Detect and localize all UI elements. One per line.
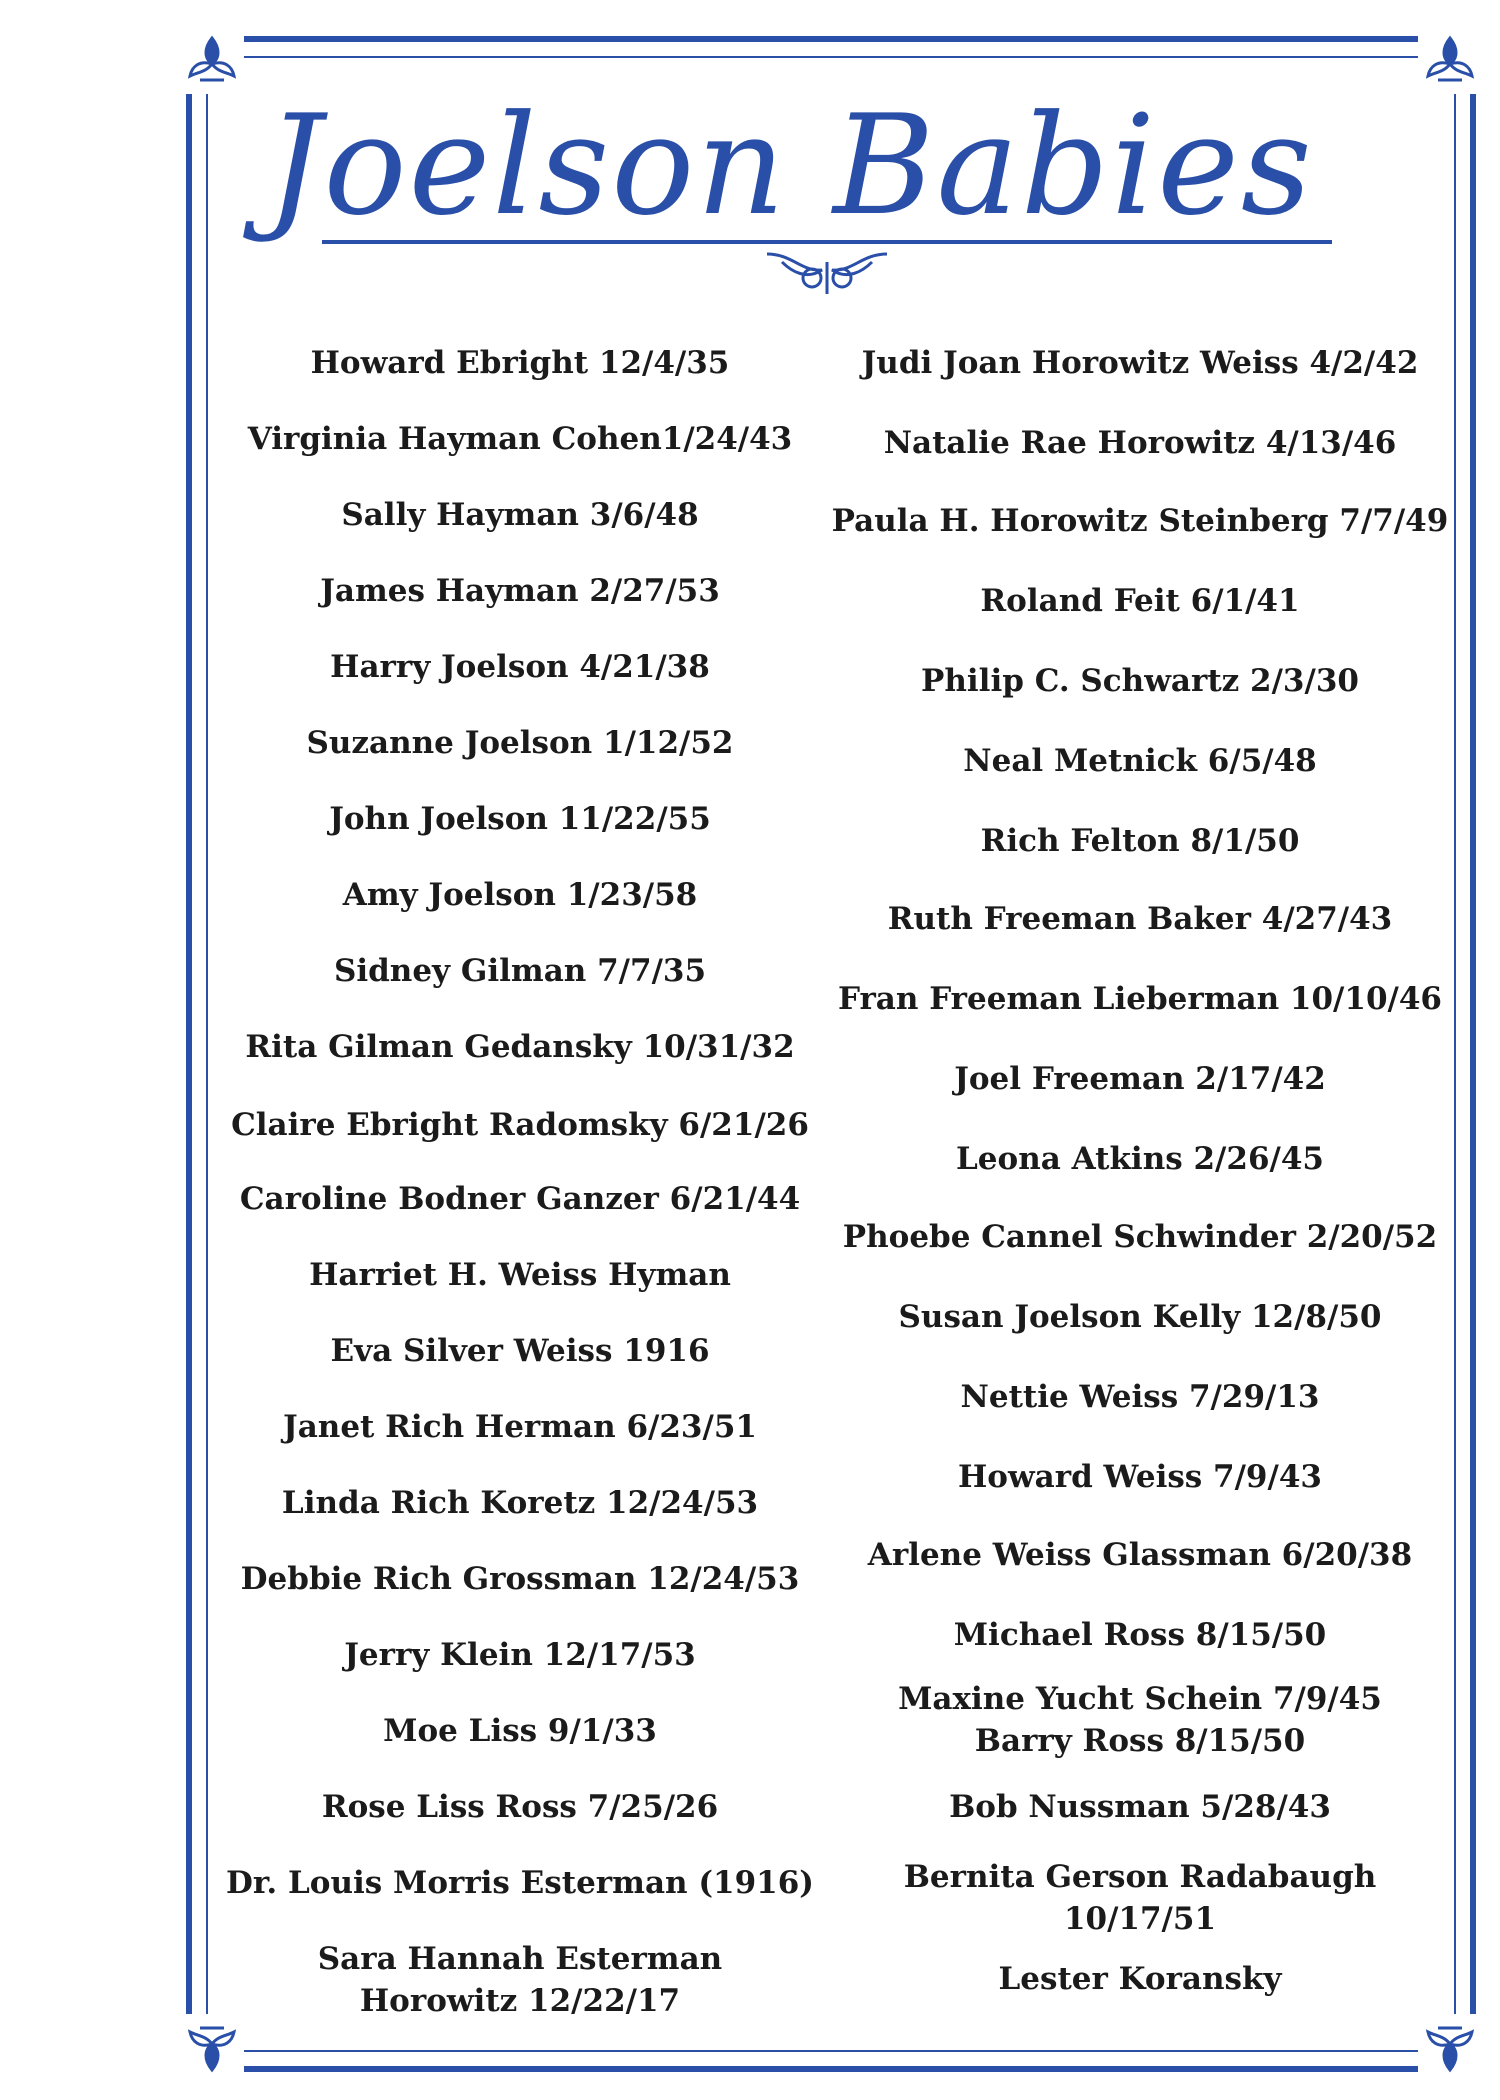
entry-line: Arlene Weiss Glassman 6/20/38 bbox=[867, 1537, 1413, 1573]
entry-line: Susan Joelson Kelly 12/8/50 bbox=[898, 1299, 1382, 1335]
entry-line: Lester Koransky bbox=[998, 1961, 1282, 1997]
list-item bbox=[200, 418, 840, 460]
entry-line: Barry Ross 8/15/50 bbox=[974, 1723, 1306, 1759]
entry-line: Nettie Weiss 7/29/13 bbox=[960, 1379, 1320, 1415]
list-item bbox=[200, 722, 840, 764]
list-item bbox=[830, 422, 1450, 464]
fleur-de-lis-corner-icon bbox=[1418, 30, 1482, 94]
entry-line: James Hayman 2/27/53 bbox=[320, 573, 720, 609]
list-item bbox=[200, 1938, 840, 2022]
entry-line: Horowitz 12/22/17 bbox=[359, 1983, 681, 2019]
list-item bbox=[200, 1482, 840, 1524]
entry-line: Debbie Rich Grossman 12/24/53 bbox=[240, 1561, 800, 1597]
list-item bbox=[200, 1634, 840, 1676]
entry-line: Joel Freeman 2/17/42 bbox=[954, 1061, 1326, 1097]
list-item bbox=[830, 1534, 1450, 1576]
entry-line: Philip C. Schwartz 2/3/30 bbox=[921, 663, 1359, 699]
list-item bbox=[830, 342, 1450, 384]
entry-line: Rich Felton 8/1/50 bbox=[980, 823, 1300, 859]
entry-line: Howard Weiss 7/9/43 bbox=[958, 1459, 1322, 1495]
entry-line: Ruth Freeman Baker 4/27/43 bbox=[887, 901, 1393, 937]
list-item bbox=[200, 1786, 840, 1828]
entry-line: Rose Liss Ross 7/25/26 bbox=[321, 1789, 719, 1825]
list-item bbox=[830, 1614, 1450, 1656]
list-item bbox=[200, 1104, 840, 1146]
entry-line: Roland Feit 6/1/41 bbox=[980, 583, 1300, 619]
entry-line: John Joelson 11/22/55 bbox=[329, 801, 711, 837]
entry-line: Rita Gilman Gedansky 10/31/32 bbox=[245, 1029, 795, 1065]
entry-line: Janet Rich Herman 6/23/51 bbox=[283, 1409, 757, 1445]
entry-line: Jerry Klein 12/17/53 bbox=[344, 1637, 696, 1673]
list-item bbox=[200, 1862, 840, 1904]
list-item bbox=[830, 1296, 1450, 1338]
list-item bbox=[200, 570, 840, 612]
entry-line: Sidney Gilman 7/7/35 bbox=[333, 953, 707, 989]
list-item bbox=[200, 342, 840, 384]
entry-line: Bernita Gerson Radabaugh bbox=[903, 1859, 1377, 1895]
list-item bbox=[830, 898, 1450, 940]
entry-line: Maxine Yucht Schein 7/9/45 bbox=[898, 1681, 1382, 1717]
entry-line: Phoebe Cannel Schwinder 2/20/52 bbox=[842, 1219, 1438, 1255]
entry-line: Paula H. Horowitz Steinberg 7/7/49 bbox=[831, 503, 1449, 539]
entry-line: Natalie Rae Horowitz 4/13/46 bbox=[883, 425, 1397, 461]
list-item bbox=[830, 580, 1450, 622]
list-item bbox=[200, 646, 840, 688]
entry-line: Suzanne Joelson 1/12/52 bbox=[306, 725, 734, 761]
entry-line: Claire Ebright Radomsky 6/21/26 bbox=[231, 1107, 809, 1143]
list-item bbox=[830, 1058, 1450, 1100]
list-item bbox=[200, 950, 840, 992]
entry-line: 10/17/51 bbox=[1063, 1901, 1217, 1937]
list-item bbox=[830, 1786, 1450, 1828]
fleur-de-lis-corner-icon bbox=[180, 2014, 244, 2078]
list-item bbox=[830, 1678, 1450, 1762]
entry-line: Judi Joan Horowitz Weiss 4/2/42 bbox=[861, 345, 1419, 381]
entry-line: Harry Joelson 4/21/38 bbox=[330, 649, 710, 685]
scroll-flourish-divider-icon bbox=[322, 232, 1332, 302]
entry-line: Bob Nussman 5/28/43 bbox=[949, 1789, 1331, 1825]
list-item bbox=[830, 1856, 1450, 1940]
list-item bbox=[830, 660, 1450, 702]
list-item bbox=[200, 1330, 840, 1372]
list-item bbox=[200, 1710, 840, 1752]
list-item bbox=[200, 1254, 840, 1296]
list-item bbox=[200, 494, 840, 536]
entry-line: Moe Liss 9/1/33 bbox=[383, 1713, 657, 1749]
list-item bbox=[830, 1376, 1450, 1418]
list-item bbox=[200, 1178, 840, 1220]
list-item bbox=[830, 1216, 1450, 1258]
entry-line: Neal Metnick 6/5/48 bbox=[963, 743, 1317, 779]
entry-line: Leona Atkins 2/26/45 bbox=[956, 1141, 1324, 1177]
entry-line: Sara Hannah Esterman bbox=[317, 1941, 723, 1977]
entry-line: Virginia Hayman Cohen1/24/43 bbox=[247, 421, 793, 457]
entry-line: Eva Silver Weiss 1916 bbox=[330, 1333, 710, 1369]
list-item bbox=[830, 500, 1450, 542]
list-item bbox=[200, 1026, 840, 1068]
list-item bbox=[830, 1456, 1450, 1498]
entry-line: Howard Ebright 12/4/35 bbox=[310, 345, 730, 381]
fleur-de-lis-corner-icon bbox=[1418, 2014, 1482, 2078]
entry-line: Amy Joelson 1/23/58 bbox=[342, 877, 698, 913]
entry-line: Dr. Louis Morris Esterman (1916) bbox=[226, 1865, 814, 1901]
list-item bbox=[200, 1406, 840, 1448]
list-item bbox=[830, 820, 1450, 862]
entry-line: Harriet H. Weiss Hyman bbox=[309, 1257, 731, 1293]
list-item bbox=[830, 978, 1450, 1020]
list-item bbox=[200, 874, 840, 916]
list-item bbox=[830, 740, 1450, 782]
list-item bbox=[830, 1958, 1450, 2000]
entry-line: Linda Rich Koretz 12/24/53 bbox=[281, 1485, 759, 1521]
entry-line: Michael Ross 8/15/50 bbox=[953, 1617, 1327, 1653]
entry-line: Caroline Bodner Ganzer 6/21/44 bbox=[239, 1181, 801, 1217]
list-item bbox=[200, 798, 840, 840]
fleur-de-lis-corner-icon bbox=[180, 30, 244, 94]
list-item bbox=[830, 1138, 1450, 1180]
page-title: Joelson Babies bbox=[266, 85, 1314, 246]
list-item bbox=[200, 1558, 840, 1600]
entry-line: Fran Freeman Lieberman 10/10/46 bbox=[838, 981, 1442, 1017]
entry-line: Sally Hayman 3/6/48 bbox=[341, 497, 699, 533]
